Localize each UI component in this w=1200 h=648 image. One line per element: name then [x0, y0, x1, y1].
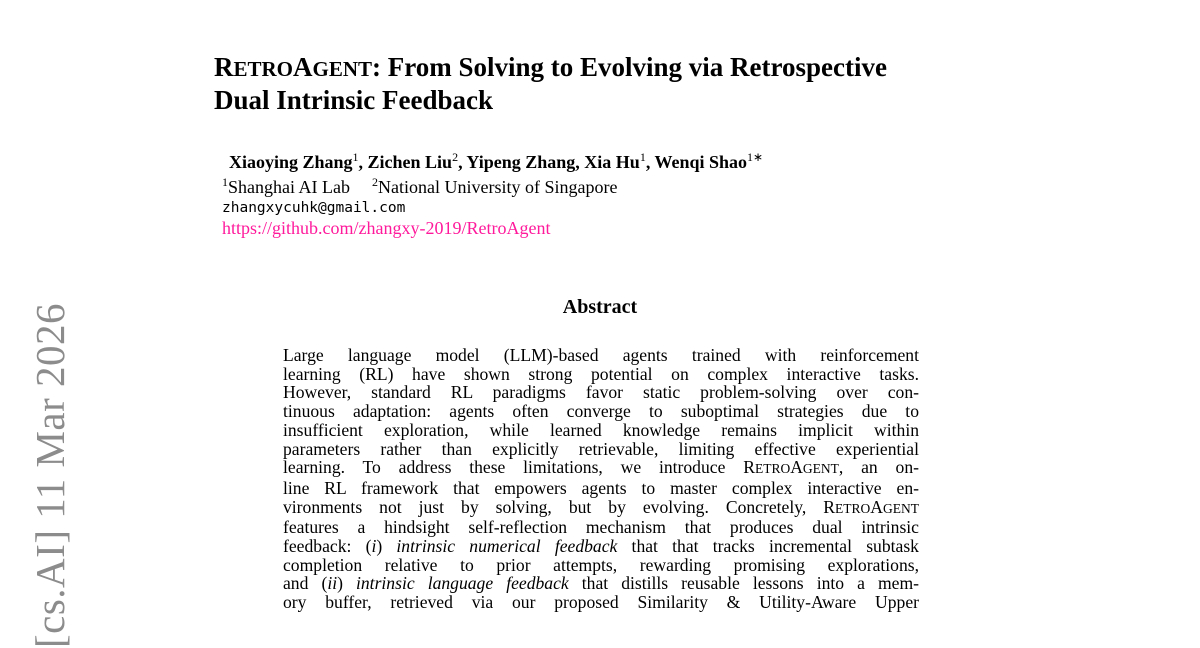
affiliations	[222, 175, 617, 198]
abstract-line: learning. To address these limitations, we introduce RETROAGENT, an on-	[283, 457, 919, 478]
author-name: Yipeng Zhang	[466, 152, 576, 172]
author-affil-mark: 2	[452, 150, 459, 164]
arxiv-side-stamp: [cs.AI] 11 Mar 2026	[27, 302, 73, 648]
emphasis-term: intrinsic language feedback	[356, 573, 569, 594]
affil-mark: 1	[222, 175, 228, 189]
method-name: RETROAGENT	[743, 457, 839, 478]
author-affil-mark: 1	[639, 150, 646, 164]
author-name: Zichen Liu	[367, 152, 453, 172]
abstract-line: feedback: (i) intrinsic numerical feedback that that tracks incremental subtask	[283, 536, 919, 557]
method-name: RETROAGENT	[823, 496, 919, 517]
abstract-heading: Abstract	[562, 296, 638, 318]
abstract-line: However, standard RL paradigms favor static problem-solving over con-	[283, 382, 919, 403]
title-line-2: Dual Intrinsic Feedback	[214, 85, 494, 115]
abstract-line: and (ii) intrinsic language feedback that distills reusable lessons into a mem-	[283, 573, 919, 594]
emphasis-term: intrinsic numerical feedback	[396, 536, 618, 557]
contact-email[interactable]: zhangxycuhk@gmail.com	[222, 200, 406, 216]
paper-title	[214, 52, 1034, 116]
abstract-line: vironments not just by solving, but by evolving. Concretely, RETROAGENT	[283, 496, 919, 517]
author-affil-mark: 1	[352, 150, 359, 164]
abstract-line: tinuous adaptation: agents often converge to suboptimal strategies due to	[283, 401, 919, 422]
github-link[interactable]: https://github.com/zhangxy-2019/RetroAgent	[222, 218, 551, 238]
author-name: Xia Hu	[584, 152, 640, 172]
author-name: Wenqi Shao	[654, 152, 748, 172]
title-line-1: RETROAGENT: From Solving to Evolving via Retrospective	[214, 52, 887, 82]
abstract-line: features a hindsight self-reflection mechanism that produces dual intrinsic	[283, 517, 919, 538]
abstract-line: line RL framework that empowers agents to master complex interactive en-	[283, 477, 919, 498]
author-name: Xiaoying Zhang	[229, 152, 353, 172]
abstract-body	[283, 346, 919, 612]
author-list: Xiaoying Zhang$^1$, Zichen Liu$^2$, Yipeng Zhang, Xia Hu$^1$, Wenqi Shao$^{1∗}$	[229, 150, 764, 172]
author-affil-mark: 1∗	[747, 150, 764, 164]
abstract-line: ory buffer, retrieved via our proposed Similarity & Utility-Aware Upper	[283, 592, 919, 613]
abstract-line: parameters rather than explicitly retrievable, limiting effective experiential	[283, 438, 919, 459]
abstract-line: Large language model (LLM)-based agents trained with reinforcement	[283, 345, 919, 365]
abstract-line: completion relative to prior attempts, rewarding promising explorations,	[283, 554, 919, 575]
affil-name: Shanghai AI Lab	[228, 177, 350, 197]
affil-mark: 2	[371, 175, 378, 189]
abstract-line: learning (RL) have shown strong potential on complex interactive tasks.	[283, 363, 919, 384]
abstract-line: insufficient exploration, while learned knowledge remains implicit within	[283, 419, 919, 440]
affil-name: National University of Singapore	[377, 177, 618, 197]
